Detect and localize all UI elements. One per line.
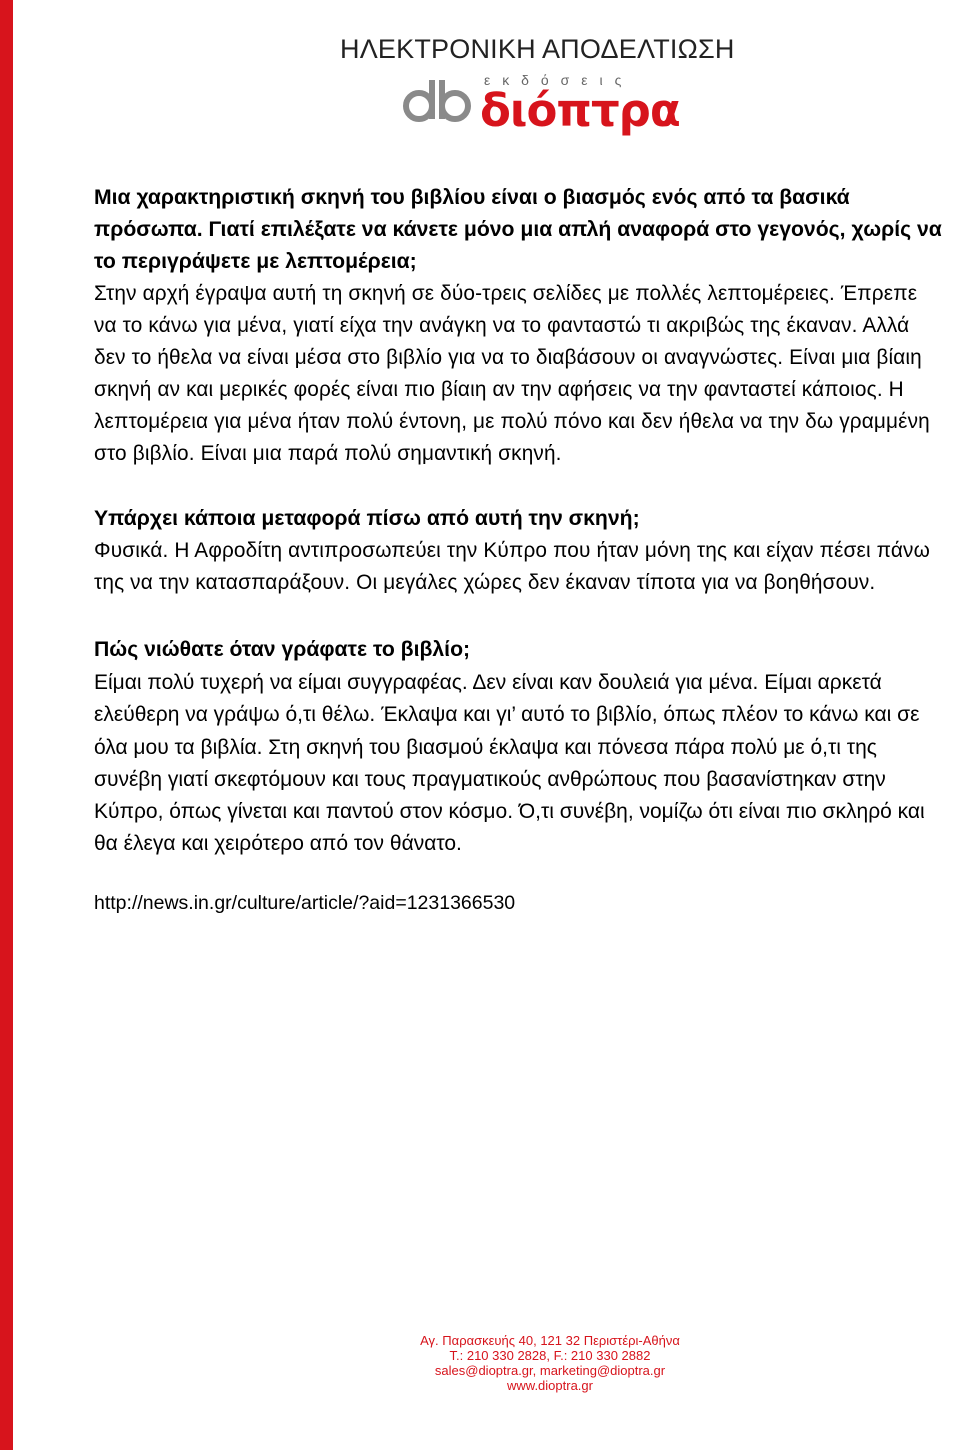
question-3: Πώς νιώθατε όταν γράφατε το βιβλίο; [94, 638, 471, 661]
answer-3: Είμαι πολύ τυχερή να είμαι συγγραφέας. Δεν είναι καν δουλειά για μένα. Είμαι αρκετά ελεύθερη να γράψω ό,τι θέλω. Έκλαψα και γι’ αυτό το βιβλίο, όπως πλέον το κάνω και σε όλα μου τα βιβλία. Στη σκηνή του βιασμού έκλαψα και πόνεσα πάρα πολύ με ό,τι της συνέβη γιατί σκεφτόμουν και τους πραγματικούς ανθρώπους που βασανίστηκαν στην Κύπρο, όπως γίνεται και παντού στον κόσμο. Ό,τι συνέβη, νομίζω ότι είναι πιο σκληρό και θα έλεγα και χειρότερο από τον θάνατο. [94, 671, 925, 856]
logo-dioptra-text: διόπτρα [480, 84, 680, 137]
footer-website[interactable]: www.dioptra.gr [507, 1378, 593, 1393]
answer-2: Φυσικά. Η Αφροδίτη αντιπροσωπεύει την Κύπρο που ήταν μόνη της και είχαν πέσει πάνω της να την κατασπαράξουν. Οι μεγάλες χώρες δεν έκαναν τίποτα για να βοηθήσουν. [94, 539, 930, 594]
footer-phone: T.: 210 330 2828, F.: 210 330 2882 [449, 1348, 651, 1363]
db-logo-mark-icon [400, 72, 480, 134]
source-link[interactable]: http://news.in.gr/culture/article/?aid=1231366530 [94, 891, 516, 914]
footer-emails[interactable]: sales@dioptra.gr, marketing@dioptra.gr [434, 1363, 666, 1378]
logo-ekdoseis-text: εκδόσεις [484, 72, 634, 88]
footer-contact [340, 1333, 760, 1393]
question-1: Μια χαρακτηριστική σκηνή του βιβλίου είναι ο βιασμός ενός από τα βασικά πρόσωπα. Γιατί επιλέξατε να κάνετε μόνο μια απλή αναφορά στο γεγονός, χωρίς να το περιγράψετε με λεπτομέρεια; [94, 186, 942, 273]
article-body [94, 182, 944, 917]
dioptra-logo [400, 72, 680, 137]
footer-address: Αγ. Παρασκευής 40, 121 32 Περιστέρι-Αθήνα [420, 1333, 680, 1348]
answer-1: Στην αρχή έγραψα αυτή τη σκηνή σε δύο-τρεις σελίδες με πολλές λεπτομέρειες. Έπρεπε να το κάνω για μένα, γιατί είχα την ανάγκη να το φανταστώ τι ακριβώς της έκαναν. Αλλά δεν το ήθελα να είναι μέσα στο βιβλίο για να το διαβάσουν οι αναγνώστες. Είναι μια βίαιη σκηνή αν και μερικές φορές είναι πιο βίαιη αν την αφήσεις να την φανταστεί κάποιος. Η λεπτομέρεια για μένα ήταν πολύ έντονη, με πολύ πόνο και δεν ήθελα να την δω γραμμένη στο βιβλίο. Είναι μια παρά πολύ σημαντική σκηνή. [94, 282, 930, 465]
page-title: ΗΛΕΚΤΡΟΝΙΚΗ ΑΠΟΔΕΛΤΙΩΣΗ [340, 34, 735, 64]
left-accent-bar [0, 0, 13, 1450]
question-2: Υπάρχει κάποια μεταφορά πίσω από αυτή την σκηνή; [94, 507, 640, 530]
